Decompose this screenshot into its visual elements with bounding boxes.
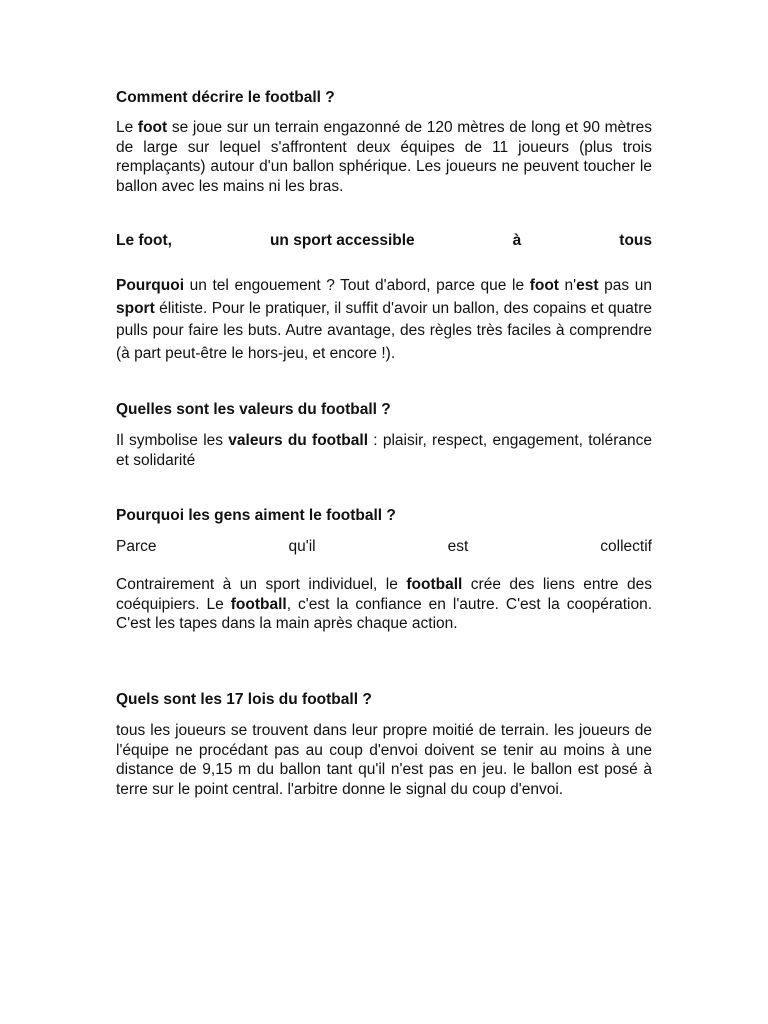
- text-run: Contrairement à un sport individuel, le: [116, 576, 407, 593]
- text-run: Il symbolise les: [116, 432, 229, 449]
- paragraph-why-people-love: [116, 575, 652, 634]
- text-run: , c'est la confiance en l'autre. C'est la coopération. C'est les tapes dans la main après chaque action.: [116, 595, 652, 632]
- answer-word: collectif: [600, 538, 652, 555]
- bold-run: est: [576, 277, 599, 294]
- text-run: un tel engouement ? Tout d'abord, parce que le: [184, 277, 530, 294]
- heading-football-values: Quelles sont les valeurs du football ?: [116, 401, 391, 418]
- heading-why-people-love: Pourquoi les gens aiment le football ?: [116, 507, 396, 524]
- paragraph-describe-football: [116, 118, 652, 196]
- bold-run: valeurs du football: [228, 432, 369, 449]
- answer-word: Parce: [116, 538, 157, 555]
- text-run: : plaisir, respect, engagement, tolérance et solidarité: [116, 432, 652, 469]
- text-run: n': [558, 277, 577, 294]
- heading-describe-football: Comment décrire le football ?: [116, 89, 335, 106]
- bold-run: Pourquoi: [116, 277, 185, 294]
- bold-run: sport: [116, 299, 155, 317]
- heading-accessible-sport: [116, 231, 652, 251]
- paragraph-17-laws: tous les joueurs se trouvent dans leur propre moitié de terrain. les joueurs de l'équipe ne procédant pas au coup d'envoi doivent se tenir au moins à une distance de 9,15 m du ballon tant qu'il n'est pas en jeu. le ballon est posé à terre sur le point central. l'arbitre donne le signal du coup d'envoi.: [116, 722, 652, 798]
- bold-run: foot: [137, 119, 168, 136]
- answer-word: est: [447, 538, 469, 555]
- text-run: se joue sur un terrain engazonné de 120 mètres de long et 90 mètres de large sur lequel s'affrontent deux équipes de 11 joueurs (plus trois remplaçants) autour d'un ballon sphérique. Les joueurs ne peuvent toucher le ballon avec les mains ni les bras.: [116, 119, 652, 195]
- answer-word: qu'il: [288, 538, 316, 555]
- text-run: élitiste. Pour le pratiquer, il suffit d'avoir un ballon, des copains et quatre pulls pour faire les buts. Autre avantage, des règles très faciles à comprendre (à part peut-être le hors-jeu, et encore !).: [116, 299, 652, 362]
- heading-word: Le foot,: [116, 232, 172, 249]
- text-run: crée des liens entre des coéquipiers. Le: [116, 576, 652, 613]
- bold-run: football: [406, 576, 463, 593]
- paragraph-football-values: [116, 431, 652, 470]
- paragraph-accessible-sport: [116, 275, 652, 365]
- bold-run: foot: [529, 277, 559, 294]
- answer-line: [116, 537, 652, 557]
- heading-word: à: [512, 232, 522, 249]
- heading-word: tous: [619, 232, 652, 249]
- text-run: pas un: [598, 277, 652, 294]
- heading-17-laws: Quels sont les 17 lois du football ?: [116, 691, 372, 708]
- bold-run: football: [230, 595, 287, 613]
- heading-word: un sport accessible: [269, 232, 415, 249]
- text-run: Le: [116, 119, 138, 136]
